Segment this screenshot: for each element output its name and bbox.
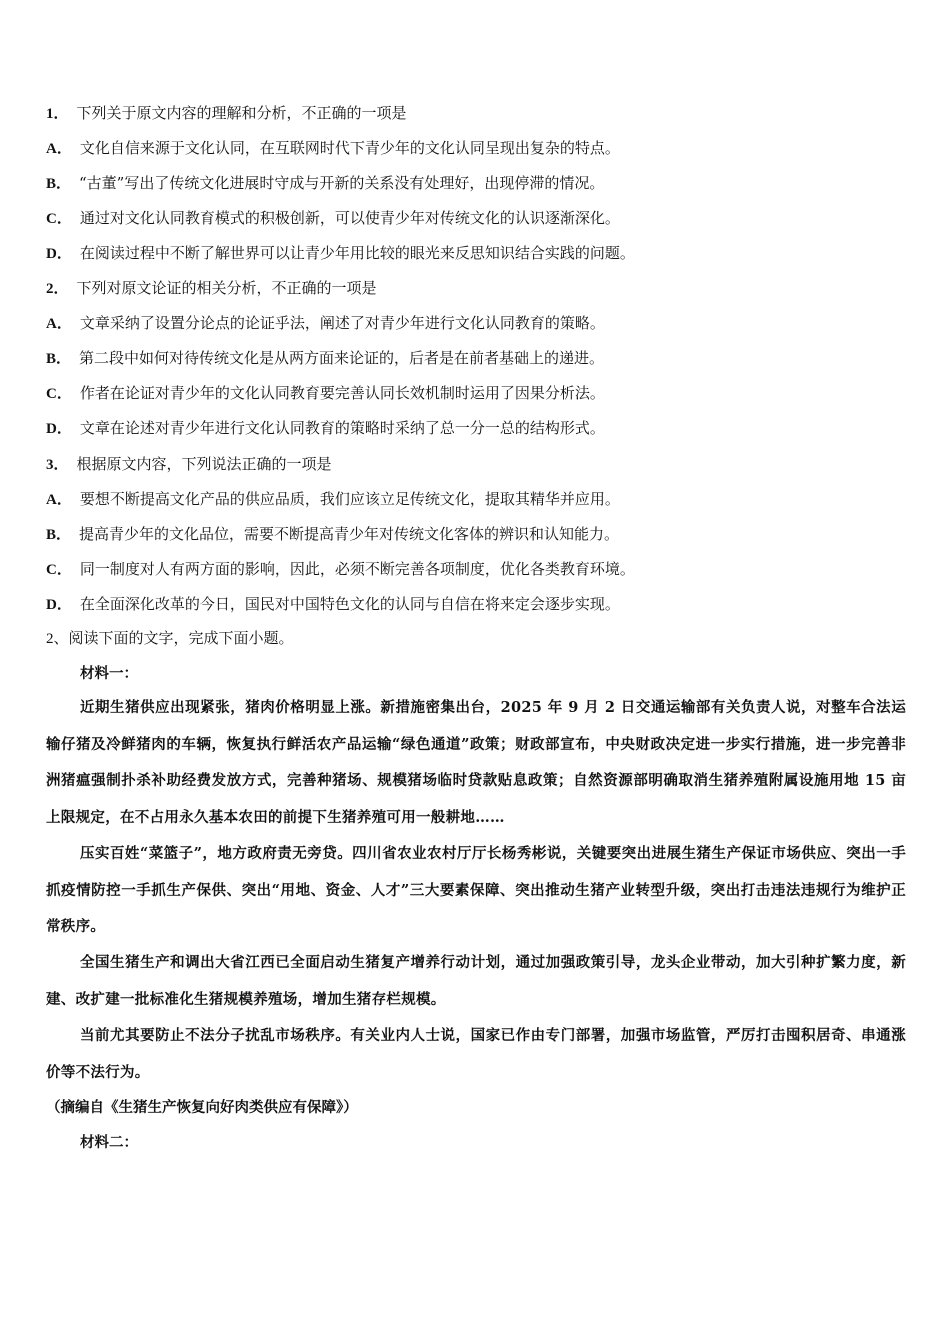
material-one-label: 材料一： (80, 665, 138, 682)
question-3-stem (46, 454, 906, 475)
question-number: 3． (46, 457, 69, 473)
section-2-heading: 2、阅读下面的文字，完成下面小题。 (46, 631, 294, 647)
question-number: 1． (46, 106, 69, 122)
option-text: 作者在论证对青少年的文化认同教育要完善认同长效机制时运用了因果分析法。 (79, 384, 605, 402)
question-text: 下列关于原文内容的理解和分析，不正确的一项是 (76, 104, 407, 122)
option-letter: A． (46, 141, 72, 157)
option-text: 第二段中如何对待传统文化是从两方面来论证的，后者是在前者基础上的递进。 (79, 349, 605, 367)
option-text: 提高青少年的文化品位，需要不断提高青少年对传统文化客体的辨识和认知能力。 (79, 525, 620, 543)
question-2-option-b (46, 348, 906, 369)
material-paragraph-4: 当前尤其要防止不法分子扰乱市场秩序。有关业内人士说，国家已作由专门部署，加强市场监管，严厉打击囤积居奇、串通涨价等不法行为。 (46, 1027, 906, 1081)
question-text: 下列对原文论证的相关分析，不正确的一项是 (76, 279, 377, 297)
question-1-option-a (46, 138, 906, 159)
question-2-stem (46, 278, 906, 299)
option-text: 在全面深化改革的今日，国民对中国特色文化的认同与自信在将来定会逐步实现。 (79, 595, 620, 613)
question-1-option-d (46, 243, 906, 264)
option-text: 文化自信来源于文化认同，在互联网时代下青少年的文化认同呈现出复杂的特点。 (79, 139, 620, 157)
option-letter: A． (46, 492, 72, 508)
question-3-option-b (46, 524, 906, 545)
material-two-label: 材料二： (80, 1134, 138, 1151)
question-1-stem (46, 103, 906, 124)
option-letter: D． (46, 421, 72, 437)
question-2-option-a (46, 313, 906, 334)
option-text: 在阅读过程中不断了解世界可以让青少年用比较的眼光来反思知识结合实践的问题。 (79, 244, 635, 262)
option-letter: D． (46, 246, 72, 262)
option-letter: C． (46, 211, 72, 227)
question-2-option-d (46, 418, 906, 439)
option-text: 文章采纳了设置分论点的论证乎法，阐述了对青少年进行文化认同教育的策略。 (79, 314, 605, 332)
question-3-option-c (46, 559, 906, 580)
option-letter: D． (46, 597, 72, 613)
option-letter: C． (46, 562, 72, 578)
material-paragraph-1: 近期生猪供应出现紧张，猪肉价格明显上涨。新措施密集出台，2025 年 9 月 2 日交通运输部有关负责人说，对整车合法运输仔猪及冷鲜猪肉的车辆，恢复执行鲜活农产品运输“绿色通道”政策；财政部宣布，中央财政决定进一步实行措施，进一步完善非洲猪瘟强制扑杀补助经费发放方式，完善种猪场、规模猪场临时贷款贴息政策；自然资源部明确取消生猪养殖附属设施用地 15 亩上限规定，在不占用永久基本农田的前提下生猪养殖可用一般耕地…… (46, 699, 906, 826)
question-1-option-b (46, 173, 906, 194)
option-letter: C． (46, 386, 72, 402)
option-letter: A． (46, 316, 72, 332)
option-text: 同一制度对人有两方面的影响，因此，必须不断完善各项制度，优化各类教育环境。 (79, 560, 635, 578)
option-letter: B． (46, 176, 72, 192)
question-number: 2． (46, 281, 69, 297)
option-text: “古董”写出了传统文化进展时守成与开新的关系没有处理好，出现停滞的情况。 (79, 174, 605, 192)
question-3-option-d (46, 594, 906, 615)
question-1-option-c (46, 208, 906, 229)
question-text: 根据原文内容，下列说法正确的一项是 (76, 455, 332, 473)
option-text: 文章在论述对青少年进行文化认同教育的策略时采纳了总一分一总的结构形式。 (79, 419, 605, 437)
option-text: 通过对文化认同教育模式的积极创新，可以使青少年对传统文化的认识逐渐深化。 (79, 209, 620, 227)
source-citation: （摘编自《生猪生产恢复向好肉类供应有保障》） (46, 1099, 358, 1116)
question-2-option-c (46, 383, 906, 404)
option-letter: B． (46, 351, 72, 367)
material-paragraph-3: 全国生猪生产和调出大省江西已全面启动生猪复产增养行动计划，通过加强政策引导，龙头企业带动，加大引种扩繁力度，新建、改扩建一批标准化生猪规模养殖场，增加生猪存栏规模。 (46, 954, 906, 1008)
material-paragraph-2: 压实百姓“菜篮子”，地方政府责无旁贷。四川省农业农村厅厅长杨秀彬说，关键要突出进展生猪生产保证市场供应、突出一手抓疫情防控一手抓生产保供、突出“用地、资金、人才”三大要素保障、突出推动生猪产业转型升级，突出打击违法违规行为维护正常秩序。 (46, 845, 906, 935)
option-letter: B． (46, 527, 72, 543)
option-text: 要想不断提高文化产品的供应品质，我们应该立足传统文化，提取其精华并应用。 (79, 490, 620, 508)
question-3-option-a (46, 489, 906, 510)
